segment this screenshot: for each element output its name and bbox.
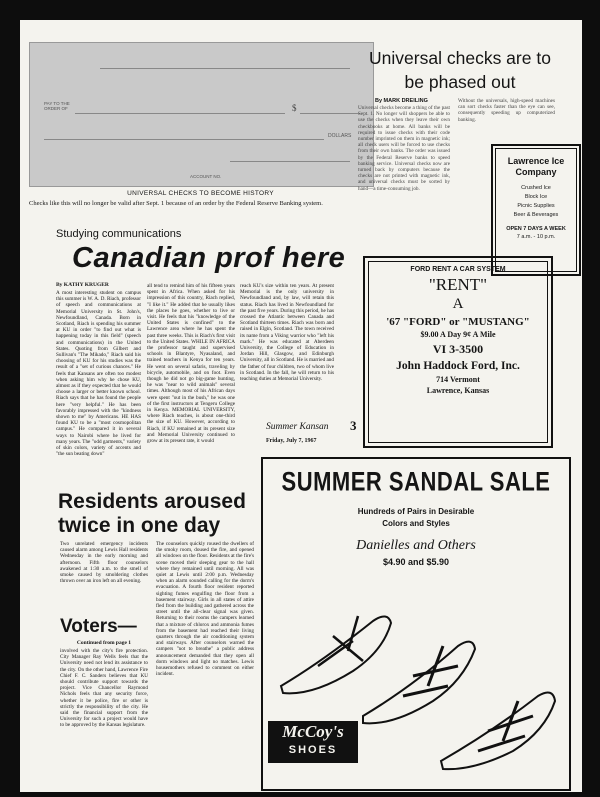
ford-ad (363, 256, 553, 448)
check-image (29, 42, 374, 187)
checks-headline: Universal checks are to be phased out (369, 48, 551, 92)
sandal-ad-title: SUMMER SANDAL SALE (281, 466, 551, 497)
ford-ad-a: A (452, 296, 464, 312)
ford-ad-street: 714 Vermont (436, 375, 480, 384)
sandal-ad (261, 457, 571, 791)
prof-col1: A most interesting student on campus this summer is W. A. D. Riach, professor of speech and communications at Memorial University in St. John's, Newfoundland, Canada. Born in Scotland, Riach is spending his summer at KU in order "to find out what is happening today in this field" (speech and communications) in the United States. Quoting from Gilbert and Sullivan's "The Mikado," Riach said his choosing of KU for his studies was the result of a "set of curious chances." He feels that Kansans are often too modest when asking him why he chose KU, almost as if they expected that he would choose a larger or better known school. Riach says that he has found the people here "very helpful." He has been favorably impressed with the "kindness shown to me" by Americans. HE HAS found KU to be a "most cosmopolitan campus." He compared it in several ways to Nairobi where he lived for many years. The "odd garments," variety of skin colors, variety of accents and "the sun beating down" (56, 290, 141, 458)
mccoys-store-sub: SHOES (288, 744, 338, 756)
check-caption-text: Checks like this will no longer be valid after Sept. 1 because of an order by the Federal Reserve Banking system. (29, 200, 323, 207)
check-dollar-sign: $ (292, 103, 297, 113)
sandal-ad-sub2: Colors and Styles (382, 519, 450, 528)
prof-col3: reach KU's size within ten years. At present Memorial is the only university in Newfoundland and, by law, will retain this status. Riach has lived in Newfoundland for the past five years. During this period, he has crossed the Atlantic between Canada and Scotland thirteen times. Riach was born and raised in Elgin, Scotland. The town received its name from a Viking warrior who "left his mark." He was educated at Aberdeen University, the College of Education in Jordan Hill, Glasgow, and Edinburgh University, all in Scotland. He is married and the father of four children, two of whom live in Scotland. In the fall, he will return to his teaching duties at Memorial University. (240, 283, 334, 383)
sandal-ad-prices: $4.90 and $5.90 (382, 557, 450, 567)
ice-ad-times: 7 a.m. - 10 p.m. (516, 234, 556, 240)
prof-headline: Canadian prof here (72, 242, 346, 274)
prof-col2: all tend to remind him of his fifteen years spent in Africa. When asked for his impression of this country, Riach replied, "I like it." He added that he usually likes the places he goes, whether to live or visit. He feels that his "knowledge of the United States is confined" to the Lawrence area where he has spent the past three weeks. This is Riach's first visit to the United States. WHILE IN AFRICA the professor taught and supervised schools in Blantyre, Nyasaland, and trained teachers in Kenya for ten years. He went on several safaris, traveling by bicycle, automobile, and on foot. Even though he did not go big-game hunting, he was "near to wild animals" several times. Although most of his African days were spent "out in the bush," he was one of the first instructors at Tengeru College in Kenya. MEMORIAL UNIVERSITY, where Riach teaches, is about one-third the size of KU. However, according to Riach, if KU remained at its present size and Memorial University continued to grow at its present rate, it would (147, 283, 235, 445)
ice-ad-item-4: Beer & Beverages (513, 212, 559, 218)
section-label: Studying communications (56, 228, 182, 240)
sandal-ad-sub1: Hundreds of Pairs in Desirable (357, 507, 475, 516)
ice-ad-hours: OPEN 7 DAYS A WEEK (506, 226, 566, 232)
sandal-ad-brands: Danielles and Others (356, 538, 476, 553)
ford-ad-cars: '67 "FORD" or "MUSTANG" (386, 316, 530, 328)
fire-headline: Residents aroused twice in one day (58, 490, 246, 537)
mccoys-logo (268, 721, 358, 763)
ice-ad-name: Lawrence Ice Company (507, 156, 565, 177)
mccoys-store-name: McCoy's (282, 722, 344, 741)
checks-col1: Universal checks become a thing of the past Sept. 1. No longer will shoppers be able to use the checks when they leave their own checkbooks at home. All banks will be required to issue checks with their code number imprinted on them in magnetic ink; all check users will be forced to use checks from their own banks. The order was issued by the Federal Reserve banks to speed banking service. Universal checks now are turned back by computers because the checks are not printed with magnetic ink, and universal checks must be sorted by hand—a time-consuming job. (358, 105, 450, 192)
ford-ad-city: Lawrence, Kansas (426, 386, 490, 395)
folio-date: Friday, July 7, 1967 (266, 438, 317, 444)
checks-col2: Without the universals, high-speed machines can sort checks faster than the eye can see, consequently speeding up computerized banking. (458, 98, 555, 123)
check-pay-label: PAY TO THE ORDER OF (44, 101, 70, 111)
fire-col2: The counselors quickly roused the dwellers of the smoky room, doused the fire, and opened all windows on the floor. Residents at the fire's scene moved their sleeping gear to the hall where they remained until morning. All was quiet at Lewis until 2:00 p.m. Wednesday when an alarm sounded calling for the dorm's evacuation. A fourth floor resident reported sighting fumes engulfing the floor from a basement stairway. Girls in all states of attire fled from the building and gathered across the street until the all-clear signal was given. Returning to their rooms the campers learned that a mixture of chlorox and ammonia fumes from the basement had reached their living quarters through the air conditioning system and stairways. After counselors warned the campers "not to breathe" a public address announcement demanded that they open all dorm windows and light no matches. Lewis housemothers refused to comment on either incident. (156, 541, 254, 678)
ford-ad-rates: $9.00 A Day 9¢ A Mile (420, 330, 496, 339)
ford-ad-system: FORD RENT A CAR SYSTEM (410, 266, 506, 273)
fire-col1: Two unrelated emergency incidents caused alarm among Lewis Hall residents Wednesday in the early morning and afternoon. Fifth floor counselors awakened at 1:30 a.m. to the smell of smoke caused by smoldering clothes thrown over an iron left on all evening. (60, 541, 148, 585)
folio-paper: Summer Kansan (266, 422, 329, 432)
ice-ad-item-1: Crushed Ice (521, 185, 551, 191)
ford-ad-phone: VI 3-3500 (432, 342, 484, 356)
checks-byline: By MARK DREILING (375, 98, 428, 104)
prof-byline: By KATHY KRUGER (56, 282, 109, 288)
voters-text: involved with the city's fire protection. City Manager Ray Wells feels that the University need not lend its assistance to the city. On the other hand, Lawrence Fire Chief F. C. Sanders believes that KU should contribute support towards the project. Vice Chancellor Raymond Nichols feels that any security force, whether it be police, fire or other is strictly the responsibility of the city. He said the financial support from the University for such a project would have to be approved by the Kansas legislature. (60, 648, 148, 729)
check-dollars-label: DOLLARS (328, 133, 352, 139)
ford-ad-rent: "RENT" (428, 275, 488, 294)
ice-ad-item-3: Picnic Supplies (517, 203, 555, 209)
newspaper-page (20, 20, 582, 792)
check-account-label: ACCOUNT NO. (190, 174, 222, 179)
ice-ad-item-2: Block Ice (524, 194, 548, 200)
voters-headline: Voters— (60, 616, 137, 637)
check-caption-title: UNIVERSAL CHECKS TO BECOME HISTORY (127, 190, 274, 197)
voters-continued: Continued from page 1 (76, 640, 132, 646)
folio-page: 3 (350, 418, 357, 433)
ford-ad-dealer: John Haddock Ford, Inc. (396, 360, 520, 372)
